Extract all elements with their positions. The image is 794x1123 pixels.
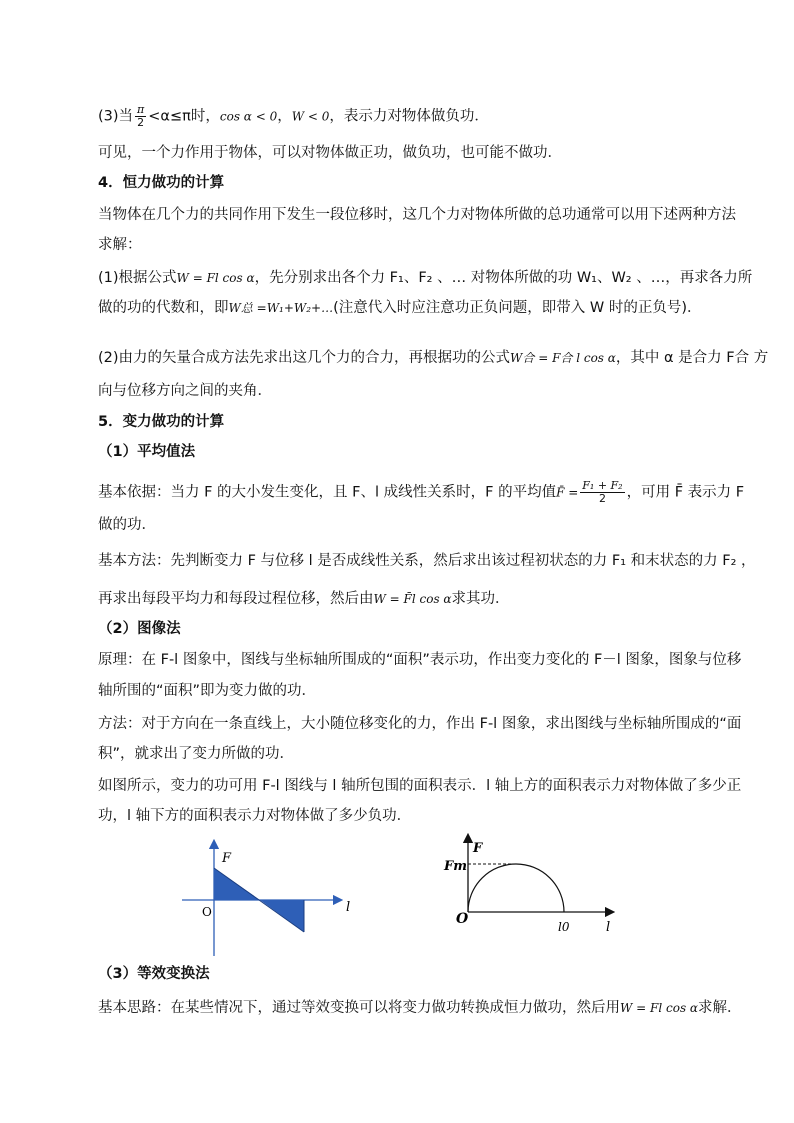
- paragraph-method1-line2: [98, 298, 701, 318]
- text: 再求出每段平均力和每段过程位移，然后由: [98, 591, 374, 607]
- formula: cos α < 0: [219, 109, 278, 124]
- paragraph-method2-line2: 向与位移方向之间的夹角．: [98, 383, 272, 399]
- paragraph-method1-line1: [98, 268, 752, 288]
- paragraph-case-3: [98, 104, 489, 129]
- subheading-average-method: （1）平均值法: [98, 444, 196, 460]
- fraction-denominator: 2: [137, 116, 145, 129]
- formula: W = Fl cos α: [620, 1001, 699, 1015]
- formula: W = F̄l cos α: [373, 592, 452, 606]
- paragraph-basis-line2: 做的功．: [98, 517, 156, 533]
- paragraph-example-line2: 功，l 轴下方的面积表示力对物体做了多少负功．: [98, 808, 412, 824]
- text: 求解．: [698, 1000, 742, 1016]
- text: ，先分别求出各个力 F₁、F₂ 、… 对物体所做的功 W₁、W₂ 、…，再求各力所: [254, 270, 753, 286]
- section-heading-5: 5．变力做功的计算: [98, 414, 225, 430]
- text: 求其功．: [451, 591, 510, 607]
- paragraph-intro-line2: 求解：: [98, 237, 142, 253]
- text: ，其中 α 是合力 F合 方: [615, 350, 769, 366]
- paragraph-equivalent-basis: [98, 998, 742, 1018]
- fraction-numerator: π: [137, 103, 145, 116]
- fraction-pi-over-2: [135, 104, 146, 129]
- l0-label: l0: [558, 920, 570, 934]
- text: (1)根据公式: [98, 270, 177, 286]
- paragraph-method-line2: 积”，就求出了变力所做的功．: [98, 746, 295, 762]
- text: 基本思路：在某些情况下，通过等效变换可以将变力做功转换成恒力做功，然后用: [98, 1000, 620, 1016]
- y-axis-label: F: [473, 841, 483, 856]
- text: (3)当: [98, 108, 134, 125]
- paragraph-principle-line2: 轴所围的“面积”即为变力做的功．: [98, 683, 317, 699]
- x-axis-label: l: [606, 920, 611, 935]
- formula: F̄ =: [556, 485, 579, 500]
- text: (注意代入时应注意功正负问题，即带入 W 时的正负号)．: [333, 300, 702, 316]
- semicircle-curve: [468, 864, 564, 912]
- formula: W < 0: [291, 109, 330, 124]
- formula: W = Fl cos α: [176, 271, 255, 285]
- section-heading-4: 4．恒力做功的计算: [98, 175, 225, 191]
- paragraph-method-line1: 方法：对于方向在一条直线上，大小随位移变化的力，作出 F-l 图象，求出图线与坐标轴所围成的“面: [98, 716, 742, 732]
- text: (2)由力的矢量合成方法先求出这几个力的合力，再根据功的公式: [98, 350, 511, 366]
- paragraph-conclusion: 可见，一个力作用于物体，可以对物体做正功，做负功，也可能不做功．: [98, 145, 562, 161]
- text: ，: [277, 108, 292, 125]
- fraction-denominator: 2: [598, 492, 606, 505]
- figure-linear-force-graph: [180, 838, 370, 960]
- subheading-equivalent-method: （3）等效变换法: [98, 966, 210, 982]
- fraction-numerator: F₁ + F₂: [582, 479, 623, 492]
- paragraph-method2-line1: [98, 348, 768, 368]
- paragraph-basis-line1: [98, 480, 744, 505]
- text: ，可用 F̄ 表示力 F: [626, 484, 745, 501]
- origin-label: O: [456, 911, 469, 927]
- formula: W合 = F合 l cos α: [510, 351, 616, 365]
- subheading-graph-method: （2）图像法: [98, 621, 181, 637]
- x-axis-label: l: [346, 900, 351, 915]
- paragraph-basic-method-line2: [98, 589, 510, 609]
- text: ，表示力对物体做负功．: [329, 108, 489, 125]
- origin-label: O: [202, 905, 212, 919]
- paragraph-principle-line1: 原理：在 F-l 图象中，图线与坐标轴所围成的“面积”表示功，作出变力变化的 F－l 图象，图象与位移: [98, 652, 742, 668]
- fm-text: Fm: [444, 859, 467, 874]
- paragraph-intro-line1: 当物体在几个力的共同作用下发生一段位移时，这几个力对物体所做的总功通常可以用下述两种方法: [98, 207, 736, 223]
- text: 基本依据：当力 F 的大小发生变化，且 F、l 成线性关系时，F 的平均值: [98, 484, 557, 501]
- text: <α≤π时，: [148, 108, 220, 125]
- figure-semicircle-force-graph: [440, 832, 625, 944]
- formula: W总 =W₁+W₂+…: [228, 301, 334, 315]
- paragraph-example-line1: 如图所示，变力的功可用 F-l 图线与 l 轴所包围的面积表示．l 轴上方的面积表示力对物体做了多少正: [98, 778, 742, 794]
- paragraph-basic-method-line1: 基本方法：先判断变力 F 与位移 l 是否成线性关系，然后求出该过程初状态的力 F₁ 和末状态的力 F₂ ，: [98, 553, 756, 569]
- fm-label: [443, 859, 467, 874]
- text: 做的功的代数和，即: [98, 300, 229, 316]
- y-axis-label: F: [222, 851, 232, 866]
- fraction-average-force: [580, 480, 624, 505]
